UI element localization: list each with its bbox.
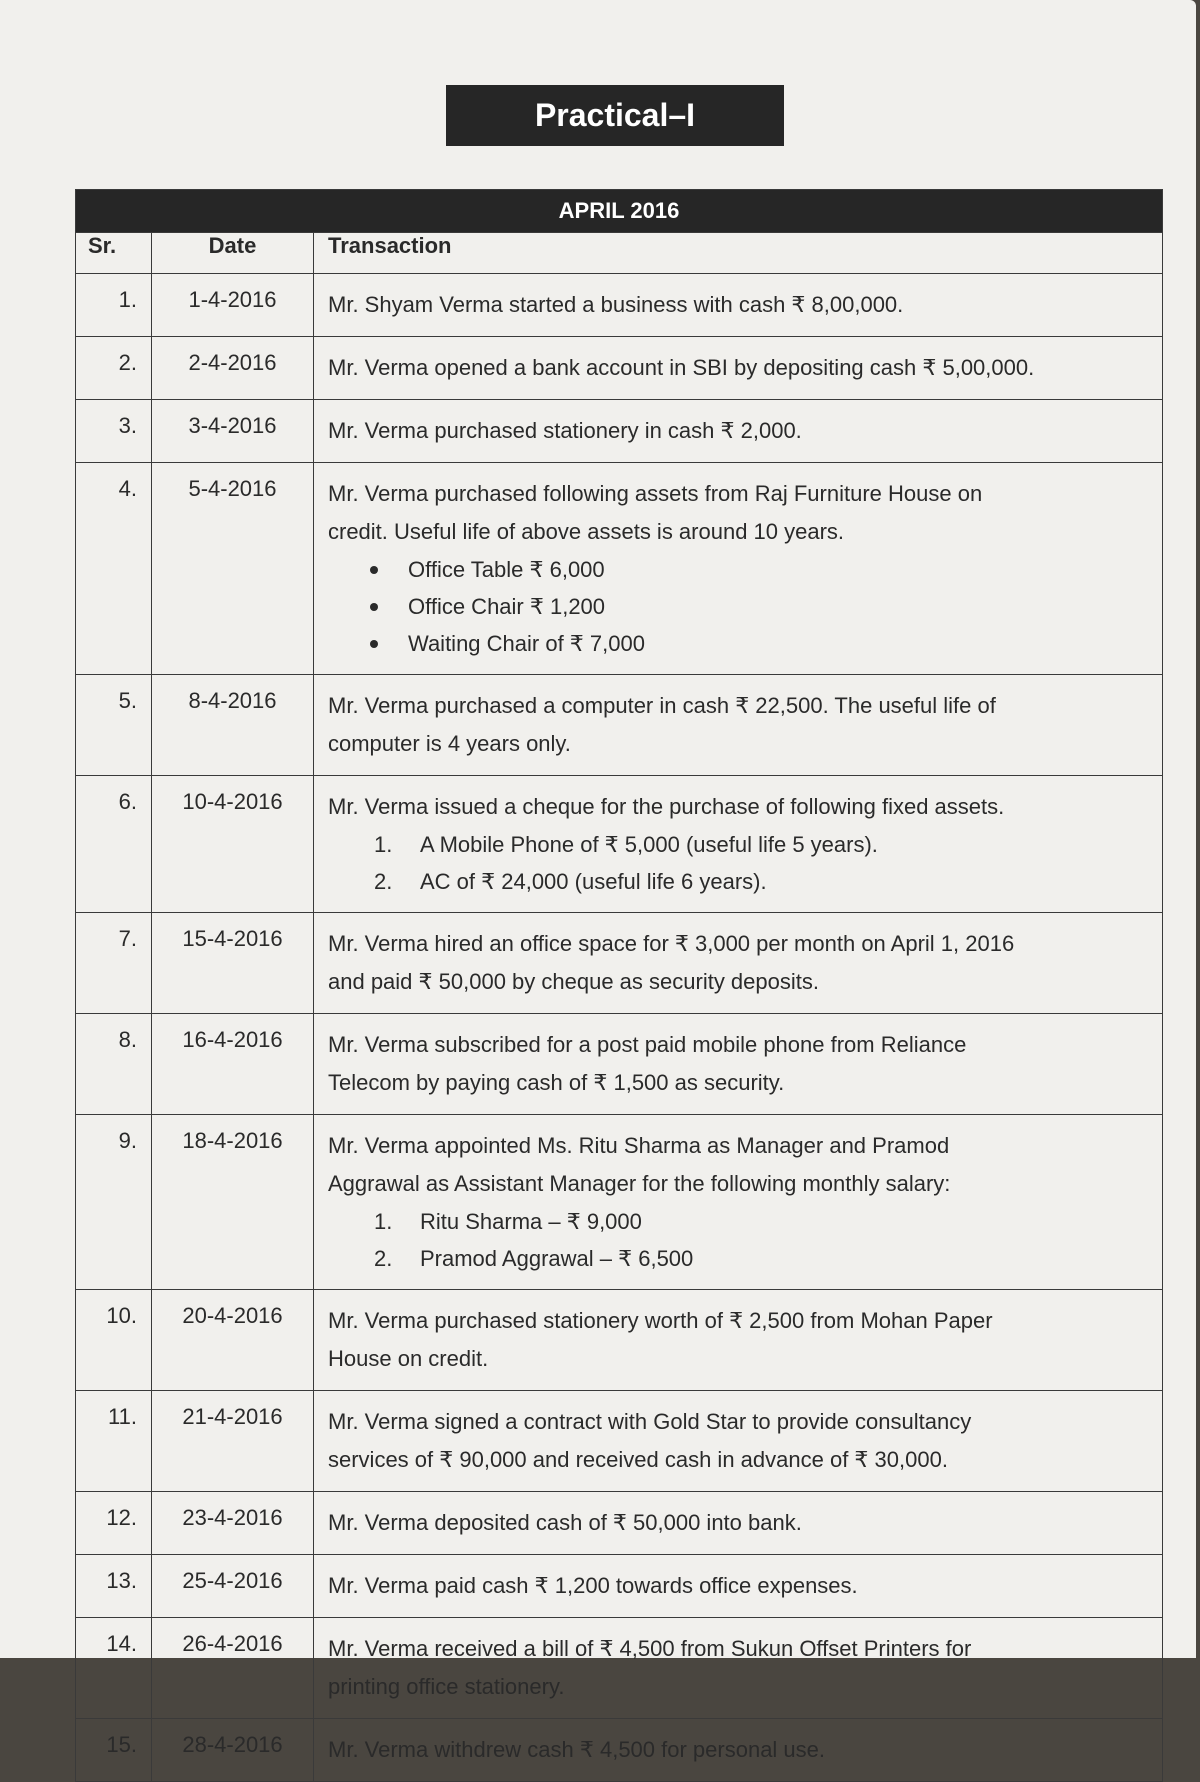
numbered-item bbox=[374, 826, 1152, 863]
transaction-description bbox=[314, 463, 1163, 675]
transaction-description bbox=[314, 1555, 1163, 1618]
description-line: House on credit. bbox=[328, 1346, 489, 1371]
serial-number: 8. bbox=[76, 1014, 152, 1115]
transaction-description bbox=[314, 913, 1163, 1014]
table-banner-row bbox=[76, 190, 1163, 233]
serial-number: 1. bbox=[76, 274, 152, 337]
numbered-item bbox=[374, 1240, 1152, 1277]
description-line: Mr. Verma hired an office space for ₹ 3,000 per month on April 1, 2016 bbox=[328, 931, 1015, 956]
transactions-table bbox=[75, 189, 1163, 1782]
transaction-date: 10-4-2016 bbox=[152, 776, 314, 913]
description-line: Mr. Verma purchased stationery worth of ₹ 2,500 from Mohan Paper bbox=[328, 1308, 993, 1333]
table-row bbox=[76, 1555, 1163, 1618]
description-line: printing office stationery. bbox=[328, 1674, 565, 1699]
transaction-date: 3-4-2016 bbox=[152, 400, 314, 463]
transaction-description bbox=[314, 1391, 1163, 1492]
serial-number: 15. bbox=[76, 1719, 152, 1782]
table-row bbox=[76, 400, 1163, 463]
table-row bbox=[76, 675, 1163, 776]
transaction-date: 21-4-2016 bbox=[152, 1391, 314, 1492]
description-line: Mr. Verma opened a bank account in SBI by depositing cash ₹ 5,00,000. bbox=[328, 355, 1035, 380]
description-line: Mr. Verma subscribed for a post paid mobile phone from Reliance bbox=[328, 1032, 967, 1057]
numbered-item bbox=[374, 1203, 1152, 1240]
description-line: Mr. Verma withdrew cash ₹ 4,500 for personal use. bbox=[328, 1737, 826, 1762]
table-header-row bbox=[76, 233, 1163, 274]
serial-number: 11. bbox=[76, 1391, 152, 1492]
column-header-sr: Sr. bbox=[76, 233, 152, 274]
bullet-list bbox=[328, 551, 1152, 662]
item-text: AC of ₹ 24,000 (useful life 6 years). bbox=[420, 869, 767, 894]
transaction-description bbox=[314, 400, 1163, 463]
column-header-date: Date bbox=[152, 233, 314, 274]
description-line: credit. Useful life of above assets is around 10 years. bbox=[328, 519, 845, 544]
description-line: Mr. Verma deposited cash of ₹ 50,000 into bank. bbox=[328, 1510, 802, 1535]
description-line: computer is 4 years only. bbox=[328, 731, 571, 756]
serial-number: 5. bbox=[76, 675, 152, 776]
transaction-date: 25-4-2016 bbox=[152, 1555, 314, 1618]
description-line: Mr. Verma appointed Ms. Ritu Sharma as Manager and Pramod bbox=[328, 1133, 950, 1158]
table-row bbox=[76, 1719, 1163, 1782]
table-body bbox=[76, 274, 1163, 1782]
item-number: 2. bbox=[374, 869, 393, 894]
table-row bbox=[76, 1014, 1163, 1115]
bullet-item: Office Table ₹ 6,000 bbox=[370, 551, 1152, 588]
numbered-list bbox=[328, 1203, 1152, 1277]
item-number: 2. bbox=[374, 1246, 393, 1271]
table-row bbox=[76, 776, 1163, 913]
description-line: Aggrawal as Assistant Manager for the following monthly salary: bbox=[328, 1171, 951, 1196]
transaction-date: 18-4-2016 bbox=[152, 1115, 314, 1290]
column-header-transaction: Transaction bbox=[314, 233, 1163, 274]
description-line: Mr. Shyam Verma started a business with cash ₹ 8,00,000. bbox=[328, 292, 904, 317]
transaction-date: 8-4-2016 bbox=[152, 675, 314, 776]
table-row bbox=[76, 1618, 1163, 1719]
item-text: Ritu Sharma – ₹ 9,000 bbox=[420, 1209, 642, 1234]
bullet-item: Waiting Chair of ₹ 7,000 bbox=[370, 625, 1152, 662]
description-line: Mr. Verma received a bill of ₹ 4,500 from Sukun Offset Printers for bbox=[328, 1636, 972, 1661]
item-number: 1. bbox=[374, 832, 393, 857]
transaction-description bbox=[314, 776, 1163, 913]
item-text: Pramod Aggrawal – ₹ 6,500 bbox=[420, 1246, 694, 1271]
serial-number: 6. bbox=[76, 776, 152, 913]
transaction-date: 23-4-2016 bbox=[152, 1492, 314, 1555]
bullet-item: Office Chair ₹ 1,200 bbox=[370, 588, 1152, 625]
description-line: Mr. Verma issued a cheque for the purchase of following fixed assets. bbox=[328, 794, 1005, 819]
transaction-description bbox=[314, 1115, 1163, 1290]
serial-number: 12. bbox=[76, 1492, 152, 1555]
description-line: Mr. Verma purchased stationery in cash ₹ 2,000. bbox=[328, 418, 802, 443]
transaction-date: 26-4-2016 bbox=[152, 1618, 314, 1719]
description-line: Mr. Verma purchased following assets from Raj Furniture House on bbox=[328, 481, 983, 506]
description-line: services of ₹ 90,000 and received cash in advance of ₹ 30,000. bbox=[328, 1447, 948, 1472]
item-number: 1. bbox=[374, 1209, 393, 1234]
transaction-date: 28-4-2016 bbox=[152, 1719, 314, 1782]
serial-number: 9. bbox=[76, 1115, 152, 1290]
table-row bbox=[76, 1492, 1163, 1555]
transaction-description bbox=[314, 274, 1163, 337]
transaction-description bbox=[314, 1492, 1163, 1555]
transaction-date: 20-4-2016 bbox=[152, 1290, 314, 1391]
table-row bbox=[76, 463, 1163, 675]
serial-number: 10. bbox=[76, 1290, 152, 1391]
numbered-item bbox=[374, 863, 1152, 900]
description-line: Telecom by paying cash of ₹ 1,500 as security. bbox=[328, 1070, 785, 1095]
numbered-list bbox=[328, 826, 1152, 900]
description-line: and paid ₹ 50,000 by cheque as security deposits. bbox=[328, 969, 819, 994]
table-row bbox=[76, 1115, 1163, 1290]
transaction-date: 1-4-2016 bbox=[152, 274, 314, 337]
description-line: Mr. Verma purchased a computer in cash ₹ 22,500. The useful life of bbox=[328, 693, 996, 718]
serial-number: 13. bbox=[76, 1555, 152, 1618]
transaction-date: 2-4-2016 bbox=[152, 337, 314, 400]
table-row bbox=[76, 1391, 1163, 1492]
transaction-description bbox=[314, 1719, 1163, 1782]
serial-number: 4. bbox=[76, 463, 152, 675]
transaction-description bbox=[314, 337, 1163, 400]
transaction-description bbox=[314, 675, 1163, 776]
table-row bbox=[76, 274, 1163, 337]
table-row bbox=[76, 913, 1163, 1014]
serial-number: 3. bbox=[76, 400, 152, 463]
transaction-description bbox=[314, 1618, 1163, 1719]
transaction-description bbox=[314, 1014, 1163, 1115]
description-line: Mr. Verma signed a contract with Gold Star to provide consultancy bbox=[328, 1409, 972, 1434]
serial-number: 14. bbox=[76, 1618, 152, 1719]
transaction-date: 16-4-2016 bbox=[152, 1014, 314, 1115]
item-text: A Mobile Phone of ₹ 5,000 (useful life 5 years). bbox=[420, 832, 878, 857]
serial-number: 2. bbox=[76, 337, 152, 400]
serial-number: 7. bbox=[76, 913, 152, 1014]
transaction-date: 5-4-2016 bbox=[152, 463, 314, 675]
table-row bbox=[76, 1290, 1163, 1391]
page-title: Practical–I bbox=[446, 85, 784, 146]
transaction-date: 15-4-2016 bbox=[152, 913, 314, 1014]
table-row bbox=[76, 337, 1163, 400]
description-line: Mr. Verma paid cash ₹ 1,200 towards office expenses. bbox=[328, 1573, 858, 1598]
transaction-description bbox=[314, 1290, 1163, 1391]
month-label: APRIL 2016 bbox=[76, 190, 1163, 233]
